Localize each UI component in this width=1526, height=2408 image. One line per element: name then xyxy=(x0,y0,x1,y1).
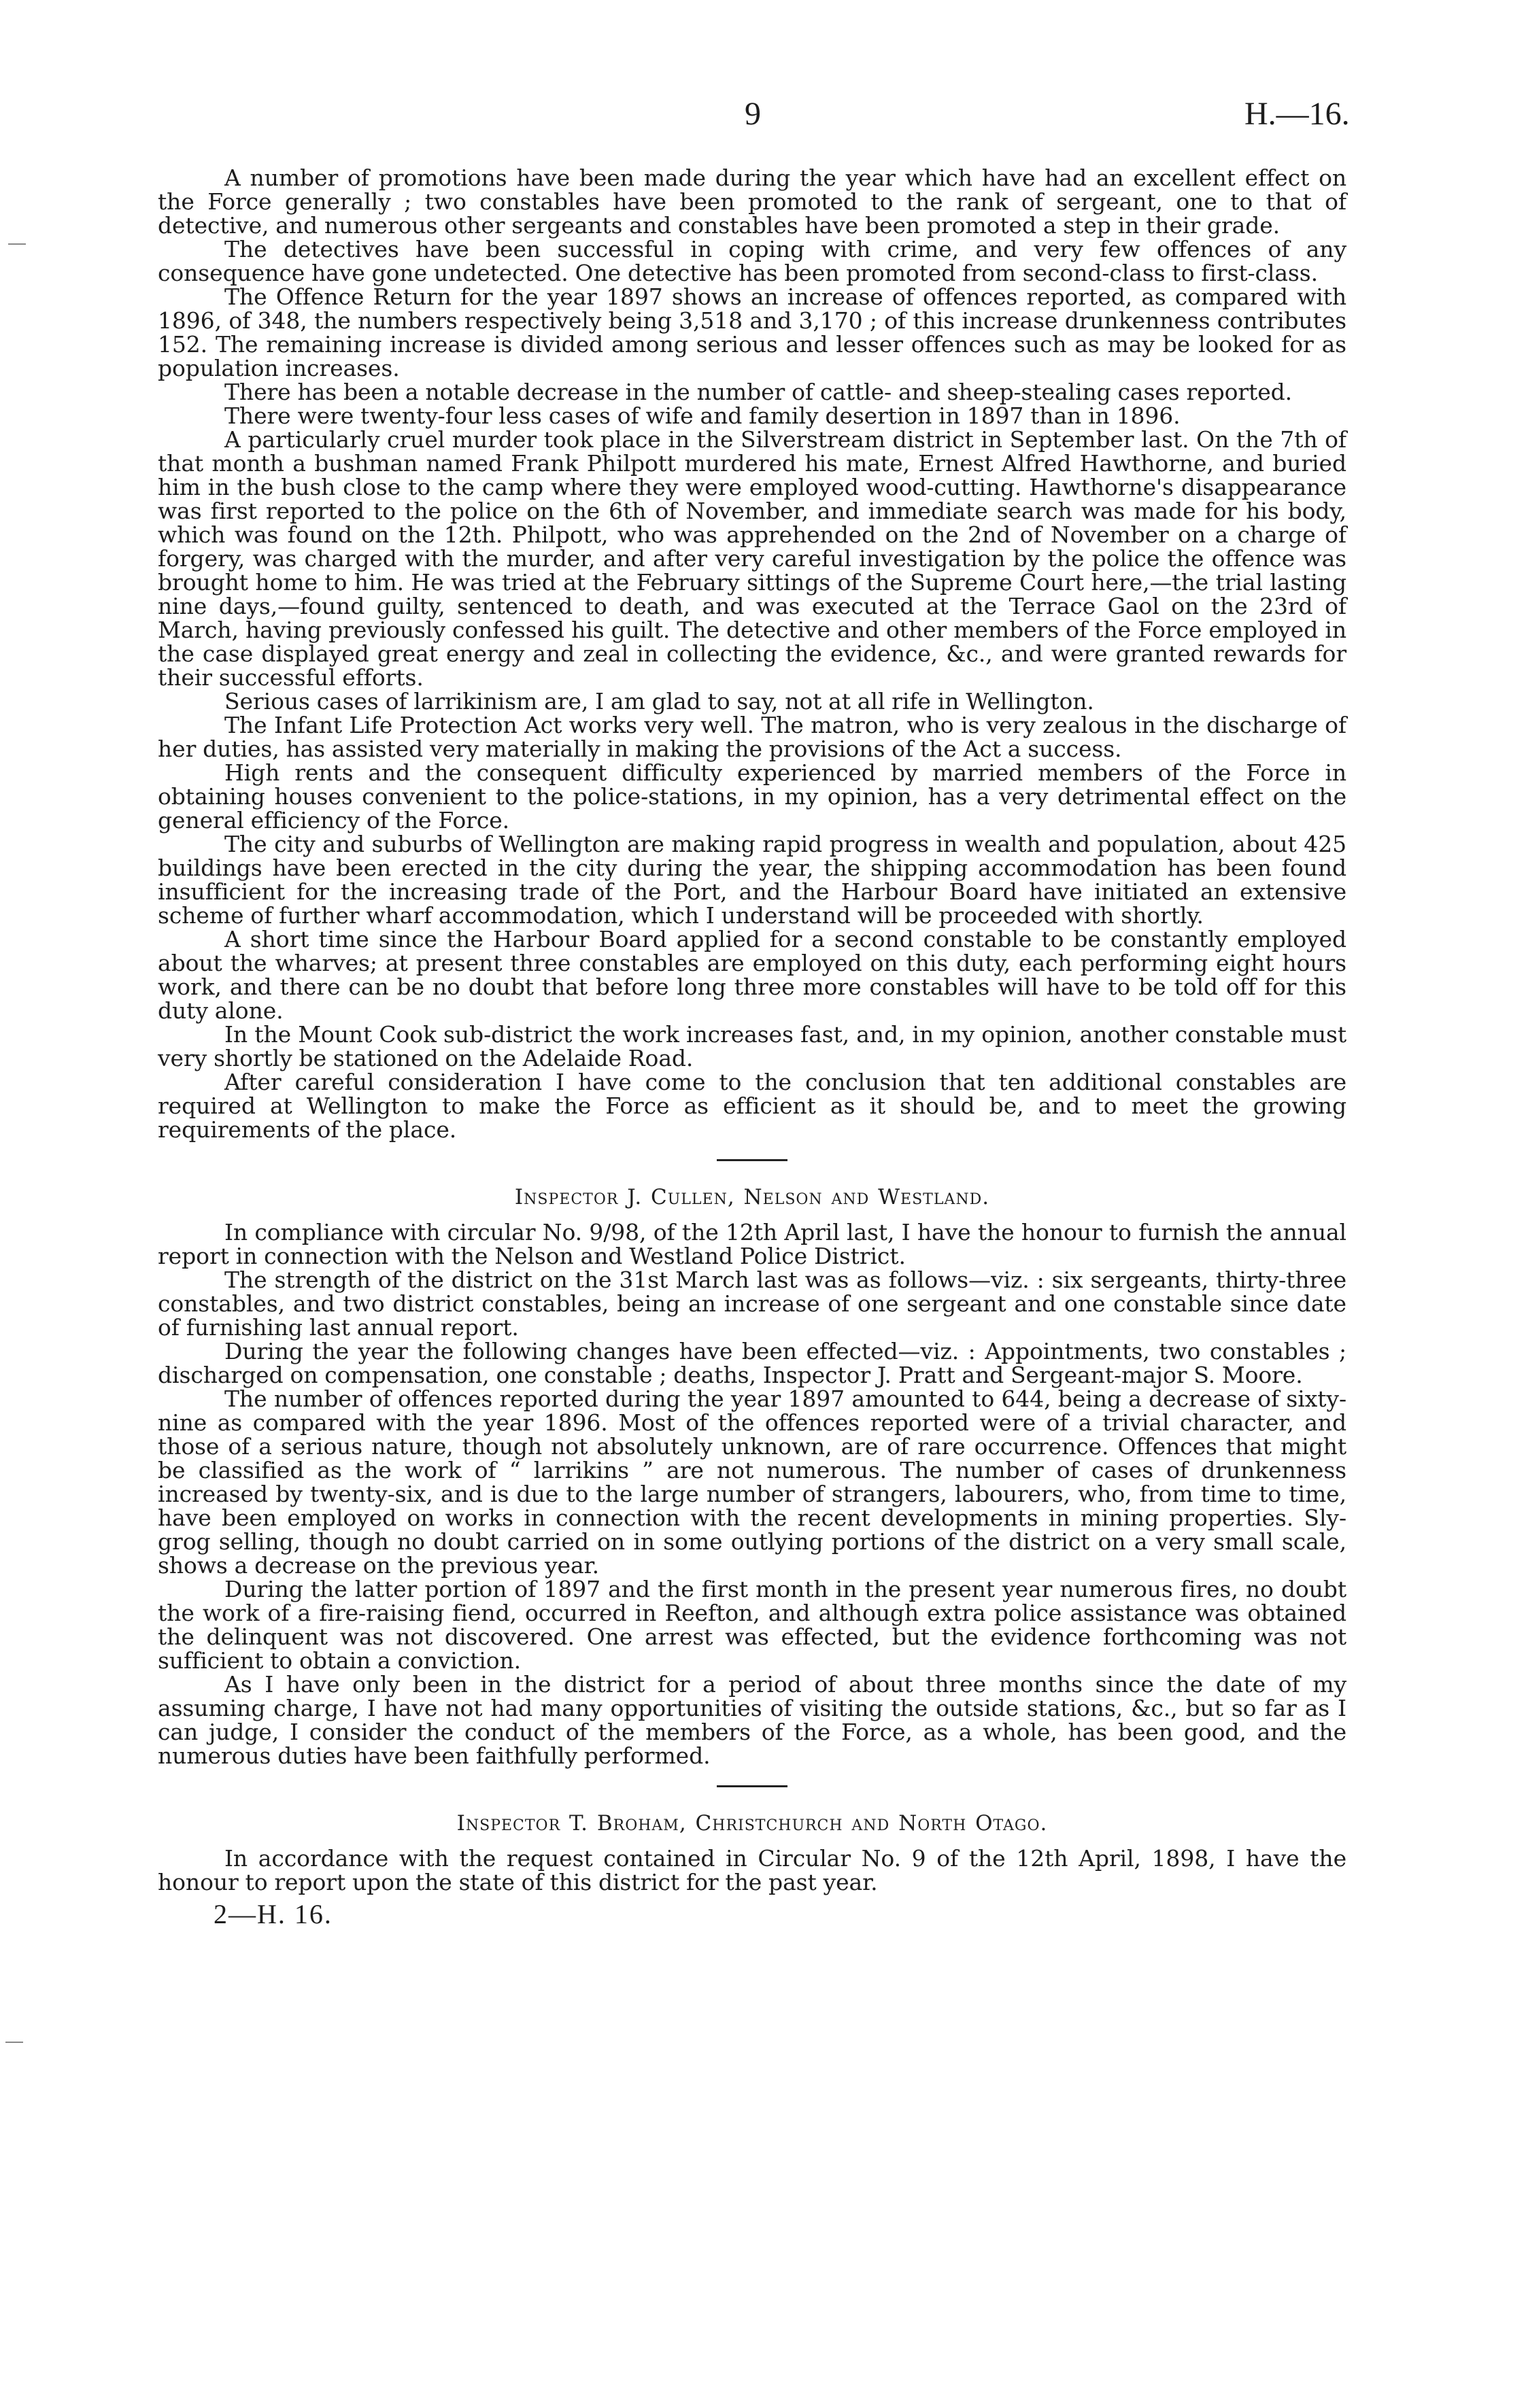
section-divider xyxy=(717,1785,787,1787)
section-heading-broham: Inspector T. Broham, Christchurch and North Otago. xyxy=(456,1811,1048,1836)
paragraph: The city and suburbs of Wellington are making rapid progress in wealth and population, about 425 buildings have been erected in the city during the year, the shipping accommodation has been found insufficient for the increasing trade of the Port, and the Harbour Board have initiated an extensive scheme of further wharf accommodation, which I understand will be proceeded with shortly. xyxy=(158,831,1346,929)
margin-mark xyxy=(5,2042,23,2043)
section-divider xyxy=(717,1159,787,1161)
paragraph: The strength of the district on the 31st March last was as follows—viz. : six sergeants, thirty-three constables, and two district constables, being an increase of one sergeant and one constable since date of furnishing last annual report. xyxy=(158,1267,1346,1341)
paragraph: During the year the following changes have been effected—viz. : Appointments, two constables ; discharged on compensation, one constable ; deaths, Inspector J. Pratt and Sergeant-major S. Moore. xyxy=(158,1338,1346,1388)
paragraph: The number of offences reported during the year 1897 amounted to 644, being a decrease of sixty-nine as compared with the year 1896. Most of the offences reported were of a trivial character, and those of a serious nature, though not absolutely unknown, are of rare occurrence. Offences that might be classified as the work of “ larrikins ” are not numerous. The number of cases of drunkenness increased by twenty-six, and is due to the large number of strangers, labourers, who, from time to time, have been employed on works in connection with the recent developments in mining properties. Sly-grog selling, though no doubt carried on in some outlying portions of the district on a very small scale, shows a decrease on the previous year. xyxy=(158,1386,1346,1579)
paragraph: The Offence Return for the year 1897 shows an increase of offences reported, as compared with 1896, of 348, the numbers respectively being 3,518 and 3,170 ; of this increase drunkenness contributes 152. The remaining increase is divided among serious and lesser offences such as may be looked for as population increases. xyxy=(158,283,1346,381)
paragraph: The detectives have been successful in coping with crime, and very few offences of any consequence have gone undetected. One detective has been promoted from second-class to first-class. xyxy=(158,236,1346,286)
paragraph: In compliance with circular No. 9/98, of the 12th April last, I have the honour to furnish the annual report in connection with the Nelson and Westland Police District. xyxy=(158,1219,1346,1269)
paragraph: A particularly cruel murder took place in the Silverstream district in September last. On the 7th of that month a bushman named Frank Philpott murdered his mate, Ernest Alfred Hawthorne, and buried him in the bush close to the camp where they were employed wood-cutting. Hawthorne's disappearance was first reported to the police on the 6th of November, and immediate search was made for his body, which was found on the 12th. Philpott, who was apprehended on the 2nd of November on a charge of forgery, was charged with the murder, and after very careful investigation by the police the offence was brought home to him. He was tried at the February sittings of the Supreme Court here,—the trial lasting nine days,—found guilty, sentenced to death, and was executed at the Terrace Gaol on the 23rd of March, having previously confessed his guilt. The detective and other members of the Force employed in the case displayed great energy and zeal in collecting the evidence, &c., and were granted rewards for their successful efforts. xyxy=(158,426,1346,691)
paragraph: Serious cases of larrikinism are, I am glad to say, not at all rife in Wellington. xyxy=(224,688,1094,715)
paragraph: The Infant Life Protection Act works very well. The matron, who is very zealous in the discharge of her duties, has assisted very materially in making the provisions of the Act a success. xyxy=(158,712,1346,762)
paragraph: As I have only been in the district for a period of about three months since the date of my assuming charge, I have not had many opportunities of visiting the outside stations, &c., but so far as I can judge, I consider the conduct of the members of the Force, as a whole, has been good, and the numerous duties have been faithfully performed. xyxy=(158,1671,1346,1769)
paragraph: A number of promotions have been made during the year which have had an excellent effect on the Force generally ; two constables have been promoted to the rank of sergeant, one to that of detective, and numerous other sergeants and constables have been promoted a step in their grade. xyxy=(158,165,1346,239)
paragraph: In accordance with the request contained in Circular No. 9 of the 12th April, 1898, I have the honour to report upon the state of this district for the past year. xyxy=(158,1845,1346,1895)
page-number: 9 xyxy=(745,96,761,132)
paragraph: High rents and the consequent difficulty experienced by married members of the Force in obtaining houses convenient to the police-stations, in my opinion, has a very detrimental effect on the general efficiency of the Force. xyxy=(158,759,1346,833)
margin-mark xyxy=(8,243,26,245)
signature-mark: 2—H. 16. xyxy=(214,1899,333,1929)
paragraph: There has been a notable decrease in the number of cattle- and sheep-stealing cases reported. xyxy=(224,379,1293,405)
paragraph: During the latter portion of 1897 and the first month in the present year numerous fires, no doubt the work of a fire-raising fiend, occurred in Reefton, and although extra police assistance was obtained the delinquent was not discovered. One arrest was effected, but the evidence forthcoming was not sufficient to obtain a conviction. xyxy=(158,1576,1346,1674)
paragraph: In the Mount Cook sub-district the work increases fast, and, in my opinion, another constable must very shortly be stationed on the Adelaide Road. xyxy=(158,1021,1346,1071)
paragraph: After careful consideration I have come to the conclusion that ten additional constables are required at Wellington to make the Force as efficient as it should be, and to meet the growing requirements of the place. xyxy=(158,1069,1346,1143)
document-reference: H.—16. xyxy=(1244,96,1350,132)
paragraph: A short time since the Harbour Board applied for a second constable to be constantly employed about the wharves; at present three constables are employed on this duty, each performing eight hours work, and there can be no doubt that before long three more constables will have to be told off for this duty alone. xyxy=(158,926,1346,1024)
paragraph: There were twenty-four less cases of wife and family desertion in 1897 than in 1896. xyxy=(224,402,1181,429)
section-heading-cullen: Inspector J. Cullen, Nelson and Westland. xyxy=(514,1185,990,1209)
report-body xyxy=(158,166,1346,1930)
